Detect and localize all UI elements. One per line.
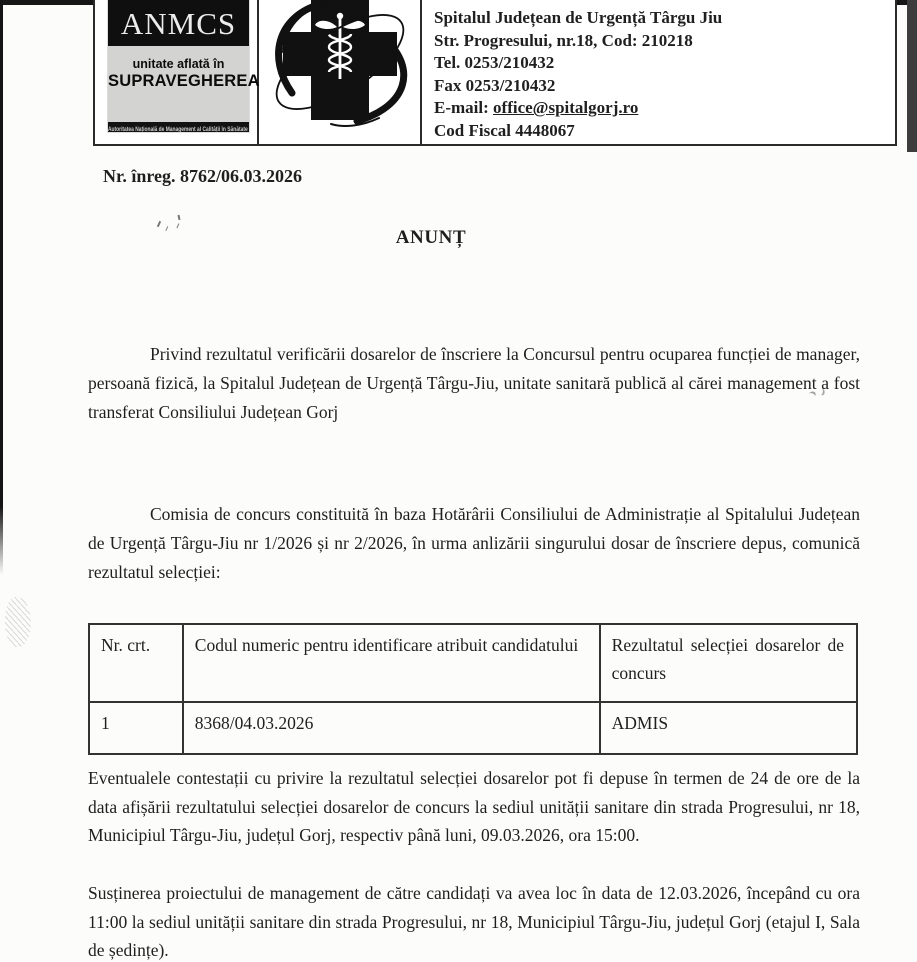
anmcs-footnote-banner [108, 122, 249, 132]
paragraph-commission: Comisia de concurs constituită în baza Hotărârii Consiliului de Administrație al Spitalului Județean de Urgență Târgu-Jiu nr 1/2026 și nr 2/2026, în urma anlizării singurului dosar de înscriere depus, comunică rezultatul selecției: [88, 504, 860, 582]
hospital-logo-cell [259, 0, 422, 144]
anmcs-logo-box [108, 0, 260, 132]
hospital-fiscal-code: Cod Fiscal 4448067 [434, 120, 575, 140]
paragraph-project-defense: Susținerea proiectului de management de către candidați va avea loc în data de 12.03.2026, începând cu ora 11:00 la sediul unității sanitare din strada Progresului, nr 18, Municipiul Târgu-Jiu, județul Gorj (etajul I, Sala de ședințe). [88, 883, 860, 960]
scan-artifact-margin-scribble [5, 597, 31, 647]
hospital-email-line [434, 97, 889, 120]
anmcs-status-line1: unitate aflată în [132, 57, 225, 71]
hospital-contact-block [422, 0, 895, 144]
paragraph-contestations: Eventualele contestații cu privire la rezultatul selecției dosarelor pot fi depuse în termen de 24 de ore de la data afișării rezultatului selecției dosarelor de concurs la sediul unității sanitare din strada Progresului, nr 18, Municipiul Târgu-Jiu, județul Gorj, respectiv până luni, 09.03.2026, ora 15:00. [88, 768, 860, 845]
medical-cross-caduceus-icon [259, 0, 422, 144]
table-row [89, 702, 857, 754]
hospital-address: Str. Progresului, nr.18, Cod: 210218 [434, 30, 693, 50]
col-header-nr-crt: Nr. crt. [89, 624, 183, 702]
hospital-tel: Tel. 0253/210432 [434, 53, 555, 73]
hospital-fax: Fax 0253/210432 [434, 75, 556, 95]
email-label: E-mail: [434, 98, 494, 118]
col-header-candidate-code: Codul numeric pentru identificare atribuit candidatului [183, 624, 600, 702]
registration-number: Nr. înreg. 8762/06.03.2026 [103, 166, 303, 186]
anmcs-status-line2: SUPRAVEGHEREA [108, 72, 260, 90]
cell-nr-crt: 1 [89, 702, 183, 754]
anmcs-logo [95, 0, 259, 144]
letterhead [93, 0, 897, 146]
hospital-name: Spitalul Județean de Urgență Târgu Jiu [434, 8, 723, 27]
document-title: ANUNȚ [395, 227, 467, 248]
cell-result: ADMIS [600, 702, 857, 754]
email-address: office@spitalgorj.ro [493, 98, 639, 118]
anmcs-status-text [108, 46, 260, 122]
scan-edge-left [0, 0, 3, 575]
anmcs-footnote-text: Autoritatea Națională de Management al Calității în Sănătate [108, 126, 248, 132]
results-table [88, 623, 858, 755]
col-header-result: Rezultatul selecției dosarelor de concurs [600, 624, 857, 702]
table-header-row [89, 624, 857, 702]
cell-candidate-code: 8368/04.03.2026 [183, 702, 600, 754]
paragraph-subject: Privind rezultatul verificării dosarelor de înscriere la Concursul pentru ocuparea funcției de manager, persoană fizică, la Spitalul Județean de Urgență Târgu-Jiu, unitate sanitară publică al cărei management a fost transferat Consiliului Județean Gorj [88, 344, 860, 422]
scan-edge-right [907, 0, 917, 152]
anmcs-acronym: ANMCS [108, 0, 249, 46]
